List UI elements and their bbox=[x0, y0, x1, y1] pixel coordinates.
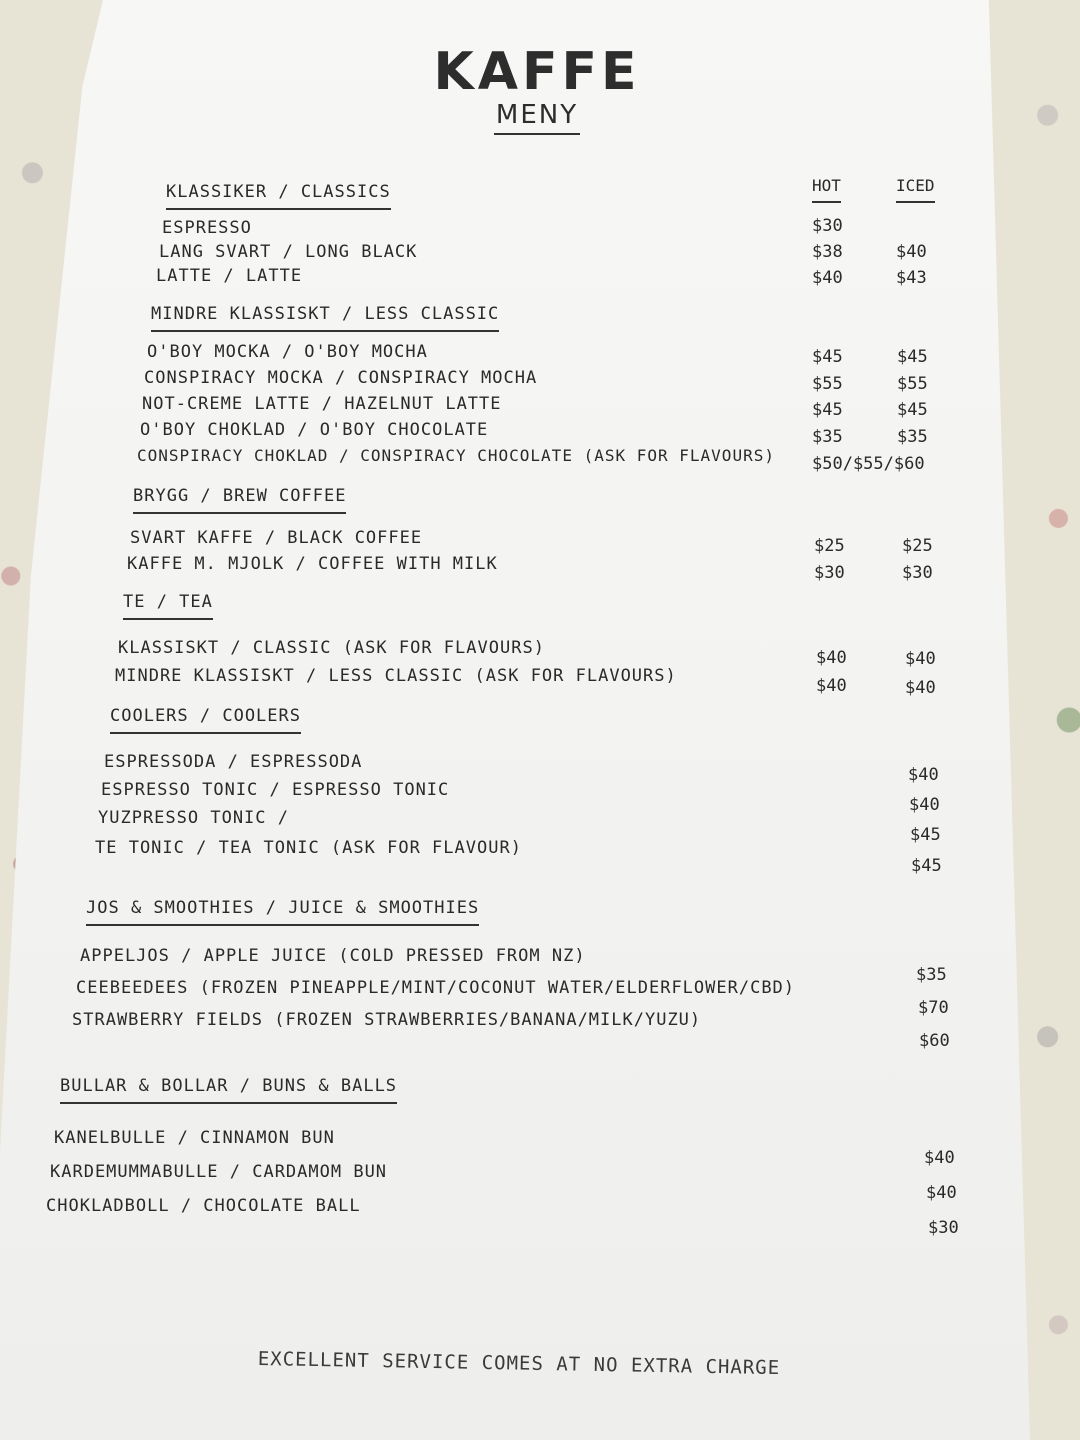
menu-item-name: KARDEMUMMABULLE / CARDAMOM BUN bbox=[50, 1162, 388, 1182]
menu-item-name: LATTE / LATTE bbox=[156, 266, 303, 286]
menu-item-hot-price: $35 bbox=[812, 427, 843, 447]
menu-item-name: CONSPIRACY CHOKLAD / CONSPIRACY CHOCOLATE (ASK FOR FLAVOURS) bbox=[137, 446, 775, 465]
menu-item-iced-price: $43 bbox=[896, 268, 927, 288]
menu-item-name: CONSPIRACY MOCKA / CONSPIRACY MOCHA bbox=[144, 368, 538, 388]
footer-note: EXCELLENT SERVICE COMES AT NO EXTRA CHARGE bbox=[257, 1348, 781, 1380]
menu-subtitle-text: MENY bbox=[494, 100, 580, 135]
menu-item-iced-price: $25 bbox=[902, 536, 933, 556]
menu-item-iced-price: $55 bbox=[897, 374, 928, 394]
section-heading-classics: KLASSIKER / CLASSICS bbox=[166, 182, 391, 210]
menu-item-name: LANG SVART / LONG BLACK bbox=[159, 242, 418, 262]
menu-subtitle bbox=[0, 100, 1074, 135]
section-heading-coolers: COOLERS / COOLERS bbox=[110, 706, 301, 734]
menu-item-name: CHOKLADBOLL / CHOCOLATE BALL bbox=[46, 1196, 361, 1216]
menu-item-name: KANELBULLE / CINNAMON BUN bbox=[54, 1128, 335, 1148]
section-heading-juice: JOS & SMOOTHIES / JUICE & SMOOTHIES bbox=[86, 898, 479, 926]
menu-item-name: ESPRESSO bbox=[162, 218, 252, 238]
menu-item-price: $60 bbox=[919, 1031, 950, 1051]
menu-item-hot-price: $30 bbox=[812, 216, 843, 236]
menu-item-hot-price: $40 bbox=[812, 268, 843, 288]
menu-item-price: $70 bbox=[918, 998, 949, 1018]
menu-item-price: $40 bbox=[924, 1148, 955, 1168]
menu-item-name: MINDRE KLASSISKT / LESS CLASSIC (ASK FOR FLAVOURS) bbox=[115, 666, 677, 686]
menu-item-hot-price: $40 bbox=[816, 676, 847, 696]
menu-item-price: $35 bbox=[916, 965, 947, 985]
menu-item-price: $40 bbox=[926, 1183, 957, 1203]
menu-item-price: $45 bbox=[911, 856, 942, 876]
menu-item-name: APPELJOS / APPLE JUICE (COLD PRESSED FROM NZ) bbox=[80, 946, 586, 966]
menu-item-name: SVART KAFFE / BLACK COFFEE bbox=[130, 528, 423, 548]
menu-item-hot-price: $55 bbox=[812, 374, 843, 394]
menu-item-price: $40 bbox=[909, 795, 940, 815]
menu-item-name: YUZPRESSO TONIC / bbox=[98, 808, 289, 828]
menu-item-hot-price: $30 bbox=[814, 563, 845, 583]
menu-item-name: ESPRESSODA / ESPRESSODA bbox=[104, 752, 363, 772]
menu-item-hot-price: $38 bbox=[812, 242, 843, 262]
menu-item-hot-price: $25 bbox=[814, 536, 845, 556]
section-heading-buns: BULLAR & BOLLAR / BUNS & BALLS bbox=[60, 1076, 397, 1104]
menu-item-name: KAFFE M. MJOLK / COFFEE WITH MILK bbox=[127, 554, 498, 574]
menu-item-price: $50/$55/$60 bbox=[812, 454, 925, 474]
menu-title: KAFFE bbox=[433, 42, 641, 102]
menu-item-hot-price: $40 bbox=[816, 648, 847, 668]
menu-item-name: ESPRESSO TONIC / ESPRESSO TONIC bbox=[101, 780, 450, 800]
column-hot-header: HOT bbox=[812, 176, 841, 203]
section-heading-brew: BRYGG / BREW COFFEE bbox=[133, 486, 346, 514]
menu-item-name: KLASSISKT / CLASSIC (ASK FOR FLAVOURS) bbox=[118, 638, 545, 658]
menu-item-price: $40 bbox=[908, 765, 939, 785]
menu-item-name: NOT-CREME LATTE / HAZELNUT LATTE bbox=[142, 394, 502, 414]
menu-item-iced-price: $45 bbox=[897, 347, 928, 367]
menu-item-price: $45 bbox=[910, 825, 941, 845]
menu-item-name: STRAWBERRY FIELDS (FROZEN STRAWBERRIES/BANANA/MILK/YUZU) bbox=[72, 1010, 702, 1030]
section-heading-less-classic: MINDRE KLASSISKT / LESS CLASSIC bbox=[151, 304, 499, 332]
menu-item-iced-price: $40 bbox=[896, 242, 927, 262]
menu-item-price: $30 bbox=[928, 1218, 959, 1238]
menu-item-hot-price: $45 bbox=[812, 400, 843, 420]
menu-item-iced-price: $30 bbox=[902, 563, 933, 583]
section-heading-tea: TE / TEA bbox=[123, 592, 213, 620]
column-iced-header: ICED bbox=[896, 176, 935, 203]
menu-item-name: CEEBEEDEES (FROZEN PINEAPPLE/MINT/COCONUT WATER/ELDERFLOWER/CBD) bbox=[76, 978, 796, 998]
menu-item-hot-price: $45 bbox=[812, 347, 843, 367]
menu-item-iced-price: $45 bbox=[897, 400, 928, 420]
menu-item-iced-price: $40 bbox=[905, 678, 936, 698]
menu-item-name: TE TONIC / TEA TONIC (ASK FOR FLAVOUR) bbox=[95, 838, 522, 858]
menu-item-iced-price: $40 bbox=[905, 649, 936, 669]
menu-item-name: O'BOY CHOKLAD / O'BOY CHOCOLATE bbox=[140, 420, 489, 440]
menu-item-iced-price: $35 bbox=[897, 427, 928, 447]
menu-item-name: O'BOY MOCKA / O'BOY MOCHA bbox=[147, 342, 428, 362]
